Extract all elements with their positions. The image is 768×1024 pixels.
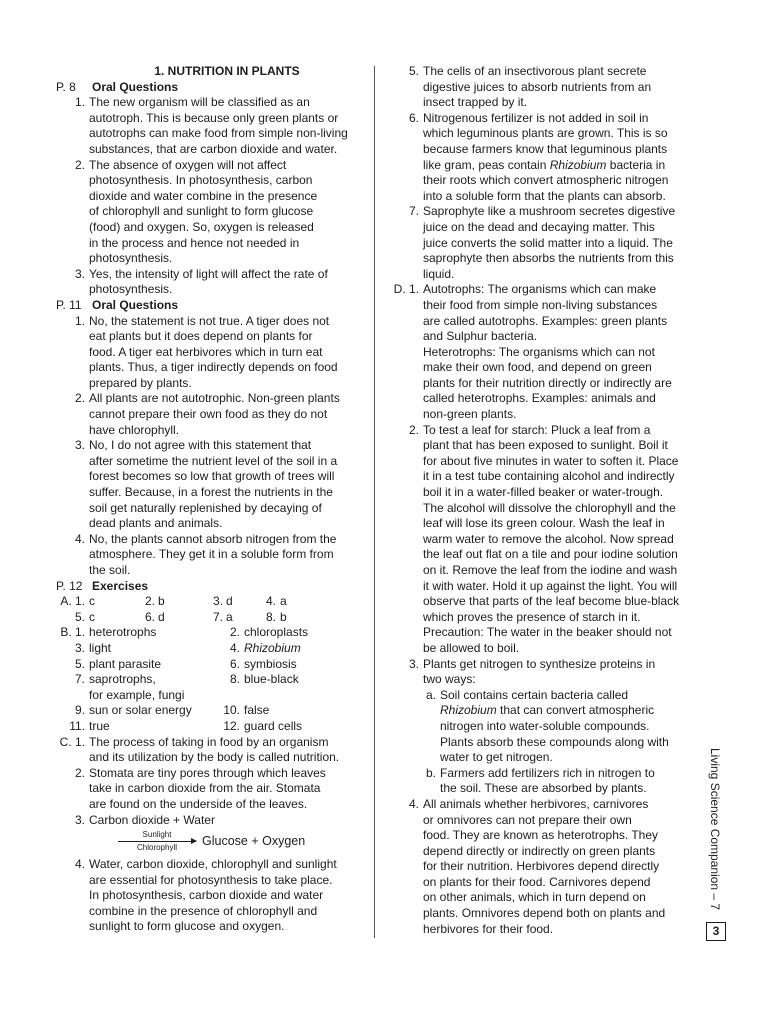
reaction-arrow [118,830,196,853]
item-number: 2. [74,157,85,172]
item-text [423,657,700,688]
text-line: which leguminous plants are grown. This is so [423,126,668,141]
text-line: liquid. [423,266,455,281]
text-line: The absence of oxygen will not affect [89,157,287,172]
text-line: or omnivores can not prepare their own [423,812,632,827]
list-item [385,111,700,205]
text-line: it in a test tube containing alcohol and indirectly [423,469,675,484]
list-item [385,423,700,657]
text-line: In photosynthesis, carbon dioxide and water [89,888,324,903]
text-line: juice on the dead and decaying matter. This [423,219,655,234]
photosynthesis-equation [56,830,364,853]
item-text [440,688,700,766]
item-number: 9. [74,703,85,718]
item-number: 3. [74,266,85,281]
list-item [56,438,364,532]
item-number: 7. [213,609,224,624]
item-number: 6. [229,656,240,671]
answer-text: d [158,609,165,624]
text-line: their food from simple non-living substances [423,297,658,312]
section-heading: Oral Questions [92,297,179,312]
item-number: D. 1. [393,282,419,297]
list-item [385,797,700,937]
d3-subitems [385,688,700,797]
text-line: Farmers add fertilizers rich in nitrogen to [440,765,655,780]
item-number: 5. [408,64,419,78]
text-line: prepared by plants. [89,375,192,390]
text-line: substances, that are carbon dioxide and water. [89,141,338,156]
text-line: after sometime the nutrient level of the soil in a [89,453,338,468]
exercise-b-answers-2 [56,703,364,734]
text-line: Heterotrophs: The organisms which can not [423,344,655,359]
text-line: it with water. Hold it up against the light. You will [423,578,678,593]
list-item [56,391,364,438]
item-number: 2. [74,391,85,406]
item-number: 3. [74,438,85,453]
item-number: B. 1. [60,625,85,640]
answer-text: c [89,594,95,609]
answer-text: blue-black [244,672,299,687]
item-text [89,314,364,392]
item-text [423,111,700,205]
text-line: photosynthesis. In photosynthesis, carbon [89,173,313,188]
answer-text: light [89,640,112,655]
text-line: Nitrogenous fertilizer is not added in soil in [423,110,649,125]
list-item [385,282,700,422]
d2-answer [385,423,700,657]
text-line: are called autotrophs. Examples: green plants [423,313,668,328]
item-number: 1. [74,95,85,110]
item-text [89,158,364,267]
answer-text: b [158,594,165,609]
answer-text: a [226,609,233,624]
text-line: leaf will lose its green colour. Wash the leaf in [423,516,665,531]
answer-text: saprotrophs, [89,672,156,687]
item-number: 8. [229,672,240,687]
item-number: 4. [74,531,85,546]
list-item [56,314,364,392]
answer-row [56,641,364,657]
item-text [423,204,700,282]
answer-text: guard cells [244,718,303,733]
page-number: 3 [706,922,726,941]
text-line: Plants get nitrogen to synthesize proteins in [423,656,656,671]
list-item [56,158,364,267]
text-line: in the process and hence not needed in [89,235,300,250]
text-line: combine in the presence of chlorophyll and [89,903,318,918]
text-line: sunlight to form glucose and oxygen. [89,919,285,934]
exercise-b-answers [56,625,364,687]
text-line: Water, carbon dioxide, chlorophyll and sunlight [89,857,337,872]
text-line: on it. Remove the leaf from the iodine and wash [423,563,678,577]
text-line: make their own food, and depend on green [423,360,652,375]
d1-answer [385,282,700,422]
left-column [56,64,364,935]
text-line: The new organism will be classified as an [89,95,310,110]
item-number: 4. [408,796,419,811]
list-item [56,267,364,298]
text-line: like gram, peas contain Rhizobium bacteria in [423,157,666,172]
text-line: the soil. These are absorbed by plants. [440,781,647,796]
answer-row [56,610,364,626]
text-line: The cells of an insectivorous plant secrete [423,64,647,78]
right-column [385,64,700,937]
text-line: forest becomes so low that growth of trees will [89,469,335,484]
item-number: 1. [74,313,85,328]
list-item [385,204,700,282]
item-text [89,735,364,766]
text-line: called heterotrophs. Examples: animals and [423,391,656,406]
item-text [423,797,700,937]
page-ref: P. 8 [56,79,76,94]
arrow-label-below: Chlorophyll [136,843,178,853]
text-line: and its utilization by the body is called nutrition. [89,750,340,765]
text-line: the soil. [89,563,131,577]
page-ref: P. 12 [56,578,83,593]
answer-text: true [89,718,110,733]
item-number: 5. [74,609,85,624]
list-item [56,766,364,813]
item-text [89,857,364,935]
text-line: their roots which convert atmospheric nitrogen [423,173,669,188]
list-item [56,532,364,579]
item-number: b. [425,765,436,780]
item-text [89,766,364,813]
text-line: be allowed to boil. [423,640,520,655]
text-line: and Sulphur bacteria. [423,329,538,344]
list-item [385,657,700,688]
item-number: 2. [145,594,156,609]
text-line: All animals whether herbivores, carnivores [423,796,649,811]
item-number: 3. [213,594,224,609]
section-p11 [56,298,364,314]
text-line: dioxide and water combine in the presence [89,188,318,203]
text-line: Rhizobium that can convert atmospheric [440,703,655,718]
exercise-a-answers [56,594,364,625]
list-item [56,735,364,766]
item-text [89,438,364,532]
text-line: The process of taking in food by an organism [89,734,329,749]
answer-text: d [226,594,233,609]
item-number: 4. [229,640,240,655]
item-number: 2. [74,765,85,780]
text-line: non-green plants. [423,407,517,422]
text-line: observe that parts of the leaf become blue-black [423,594,680,609]
item-number: C. 1. [59,734,85,749]
text-line: No, the statement is not true. A tiger does not [89,313,330,328]
p11-answers [56,314,364,579]
item-text [89,95,364,157]
text-line: Stomata are tiny pores through which leaves [89,765,326,780]
c4-answer [56,857,364,935]
answer-row [56,719,364,735]
section-p12 [56,579,364,595]
item-number: 10. [223,703,240,718]
answer-row [56,625,364,641]
item-number: 12. [223,718,240,733]
list-item [385,64,700,111]
text-line: soil get naturally replenished by decaying of [89,500,322,515]
text-line: have chlorophyll. [89,422,180,437]
text-line: juice converts the solid matter into a liquid. The [423,235,673,250]
item-number: A. 1. [60,594,85,609]
answer-text: c [89,609,95,624]
text-line: Precaution: The water in the beaker should not [423,625,672,640]
answer-text: Rhizobium [244,640,301,655]
item-text [423,64,700,111]
list-item [56,857,364,935]
arrow-icon [118,841,196,842]
text-line: because farmers know that leguminous plants [423,141,668,156]
section-p8 [56,80,364,96]
text-line: herbivores for their food. [423,921,554,936]
item-text [89,532,364,579]
text-line: plants for their nutrition directly or indirectly are [423,375,672,390]
item-number: 11. [69,718,85,733]
answer-text: sun or solar energy [89,703,192,718]
text-line: autotrophs can make food from simple non-living [89,126,348,141]
item-number: 6. [408,110,419,125]
text-line: of chlorophyll and sunlight to form glucose [89,204,314,219]
list-item [385,766,700,797]
section-heading: Exercises [92,578,149,593]
text-line: boil it in a water-filled beaker or water-trough. [423,485,664,500]
item-number: 7. [408,204,419,219]
text-line: plants. Thus, a tiger indirectly depends on food [89,360,338,375]
text-line: warm water to remove the alcohol. Now spread [423,531,674,546]
d4-answer [385,797,700,937]
c-answers [56,735,364,829]
text-line: eat plants but it does depend on plants for [89,329,313,344]
list-item [385,688,700,766]
item-number: 7. [74,672,85,687]
item-number: 2. [408,422,419,437]
item-number: 6. [145,609,156,624]
text-line: digestive juices to absorb nutrients from an [423,79,652,94]
text-line: for their nutrition. Herbivores depend directly [423,859,660,874]
item-number: 3. [74,812,85,827]
text-line: Saprophyte like a mushroom secretes digestive [423,204,676,219]
text-line: for about five minutes in water to soften it. Place [423,453,679,468]
answer-row [56,657,364,673]
text-line: insect trapped by it. [423,95,528,110]
text-line: which proves the presence of starch in it. [423,609,641,624]
answer-row [56,594,364,610]
answer-text: false [244,703,270,718]
text-line: saprophyte then absorbs the nutrients from this [423,251,674,266]
text-line: water to get nitrogen. [440,750,553,765]
item-text [89,391,364,438]
text-line: suffer. Because, in a forest the nutrients in the [89,485,333,500]
exercise-b-continuation: for example, fungi [89,687,185,702]
c-answers-continued [385,64,700,282]
item-text [89,267,364,298]
text-line: Carbon dioxide + Water [89,812,215,827]
text-line: on other animals, which in turn depend on [423,890,646,905]
arrow-label-above: Sunlight [142,830,172,840]
text-line: dead plants and animals. [89,516,223,531]
item-number: 4. [266,594,277,609]
text-line: Soil contains certain bacteria called [440,687,629,702]
item-number: 4. [74,857,85,872]
text-line: on plants for their food. Carnivores depend [423,874,651,889]
item-text [423,423,700,657]
d3-answer [385,657,700,688]
list-item [56,813,364,829]
text-line: No, the plants cannot absorb nitrogen from the [89,531,337,546]
text-line: food. A tiger eat herbivores which in turn eat [89,344,323,359]
text-line: two ways: [423,672,476,687]
text-line: No, I do not agree with this statement that [89,438,312,453]
equation-product: Glucose + Oxygen [202,833,306,848]
item-number: 5. [74,656,85,671]
text-line: food. They are known as heterotrophs. They [423,828,659,843]
text-line: photosynthesis. [89,251,173,266]
answer-text: symbiosis [244,656,297,671]
text-line: The alcohol will dissolve the chlorophyll and the [423,500,676,515]
item-number: a. [425,687,436,702]
text-line: plants. Omnivores depend both on plants and [423,906,666,921]
book-title-vertical: Living Science Companion – 7 [708,748,722,911]
item-number: 8. [266,609,277,624]
text-line: cannot prepare their own food as they do not [89,407,328,422]
answer-row [56,703,364,719]
answer-text: b [280,609,287,624]
text-line: into a soluble form that the plants can absorb. [423,188,666,203]
p8-answers [56,95,364,298]
list-item [56,95,364,157]
text-line: autotroph. This is because only green plants or [89,110,339,125]
text-line: take in carbon dioxide from the air. Stomata [89,781,321,796]
item-text [440,766,700,797]
text-line: All plants are not autotrophic. Non-green plants [89,391,340,406]
text-line: Yes, the intensity of light will affect the rate of [89,266,328,281]
text-line: Plants absorb these compounds along with [440,734,669,749]
answer-text: plant parasite [89,656,162,671]
text-line: Autotrophs: The organisms which can make [423,282,657,297]
text-line: atmosphere. They get it in a soluble form from [89,547,334,562]
item-number: 3. [408,656,419,671]
text-line: photosynthesis. [89,282,173,297]
page-ref: P. 11 [56,297,82,312]
answer-row [56,672,364,688]
section-heading: Oral Questions [92,79,179,94]
text-line: nitrogen into water-soluble compounds. [440,718,650,733]
text-line: To test a leaf for starch: Pluck a leaf from a [423,422,651,437]
text-line: plant that has been exposed to sunlight. Boil it [423,438,668,453]
column-divider [374,66,375,938]
text-line: (food) and oxygen. So, oxygen is released [89,219,314,234]
answer-text: heterotrophs [89,625,157,640]
item-text [423,282,700,422]
text-line: depend directly or indirectly on green plants [423,843,656,858]
item-number: 2. [229,625,240,640]
item-text [89,813,364,829]
answer-text: a [280,594,287,609]
answer-text: chloroplasts [244,625,309,640]
text-line: the leaf out flat on a tile and pour iodine solution [423,547,678,562]
chapter-title: 1. NUTRITION IN PLANTS [154,64,300,78]
text-line: are essential for photosynthesis to take place. [89,872,333,887]
item-number: 3. [74,640,85,655]
text-line: are found on the underside of the leaves. [89,796,308,811]
